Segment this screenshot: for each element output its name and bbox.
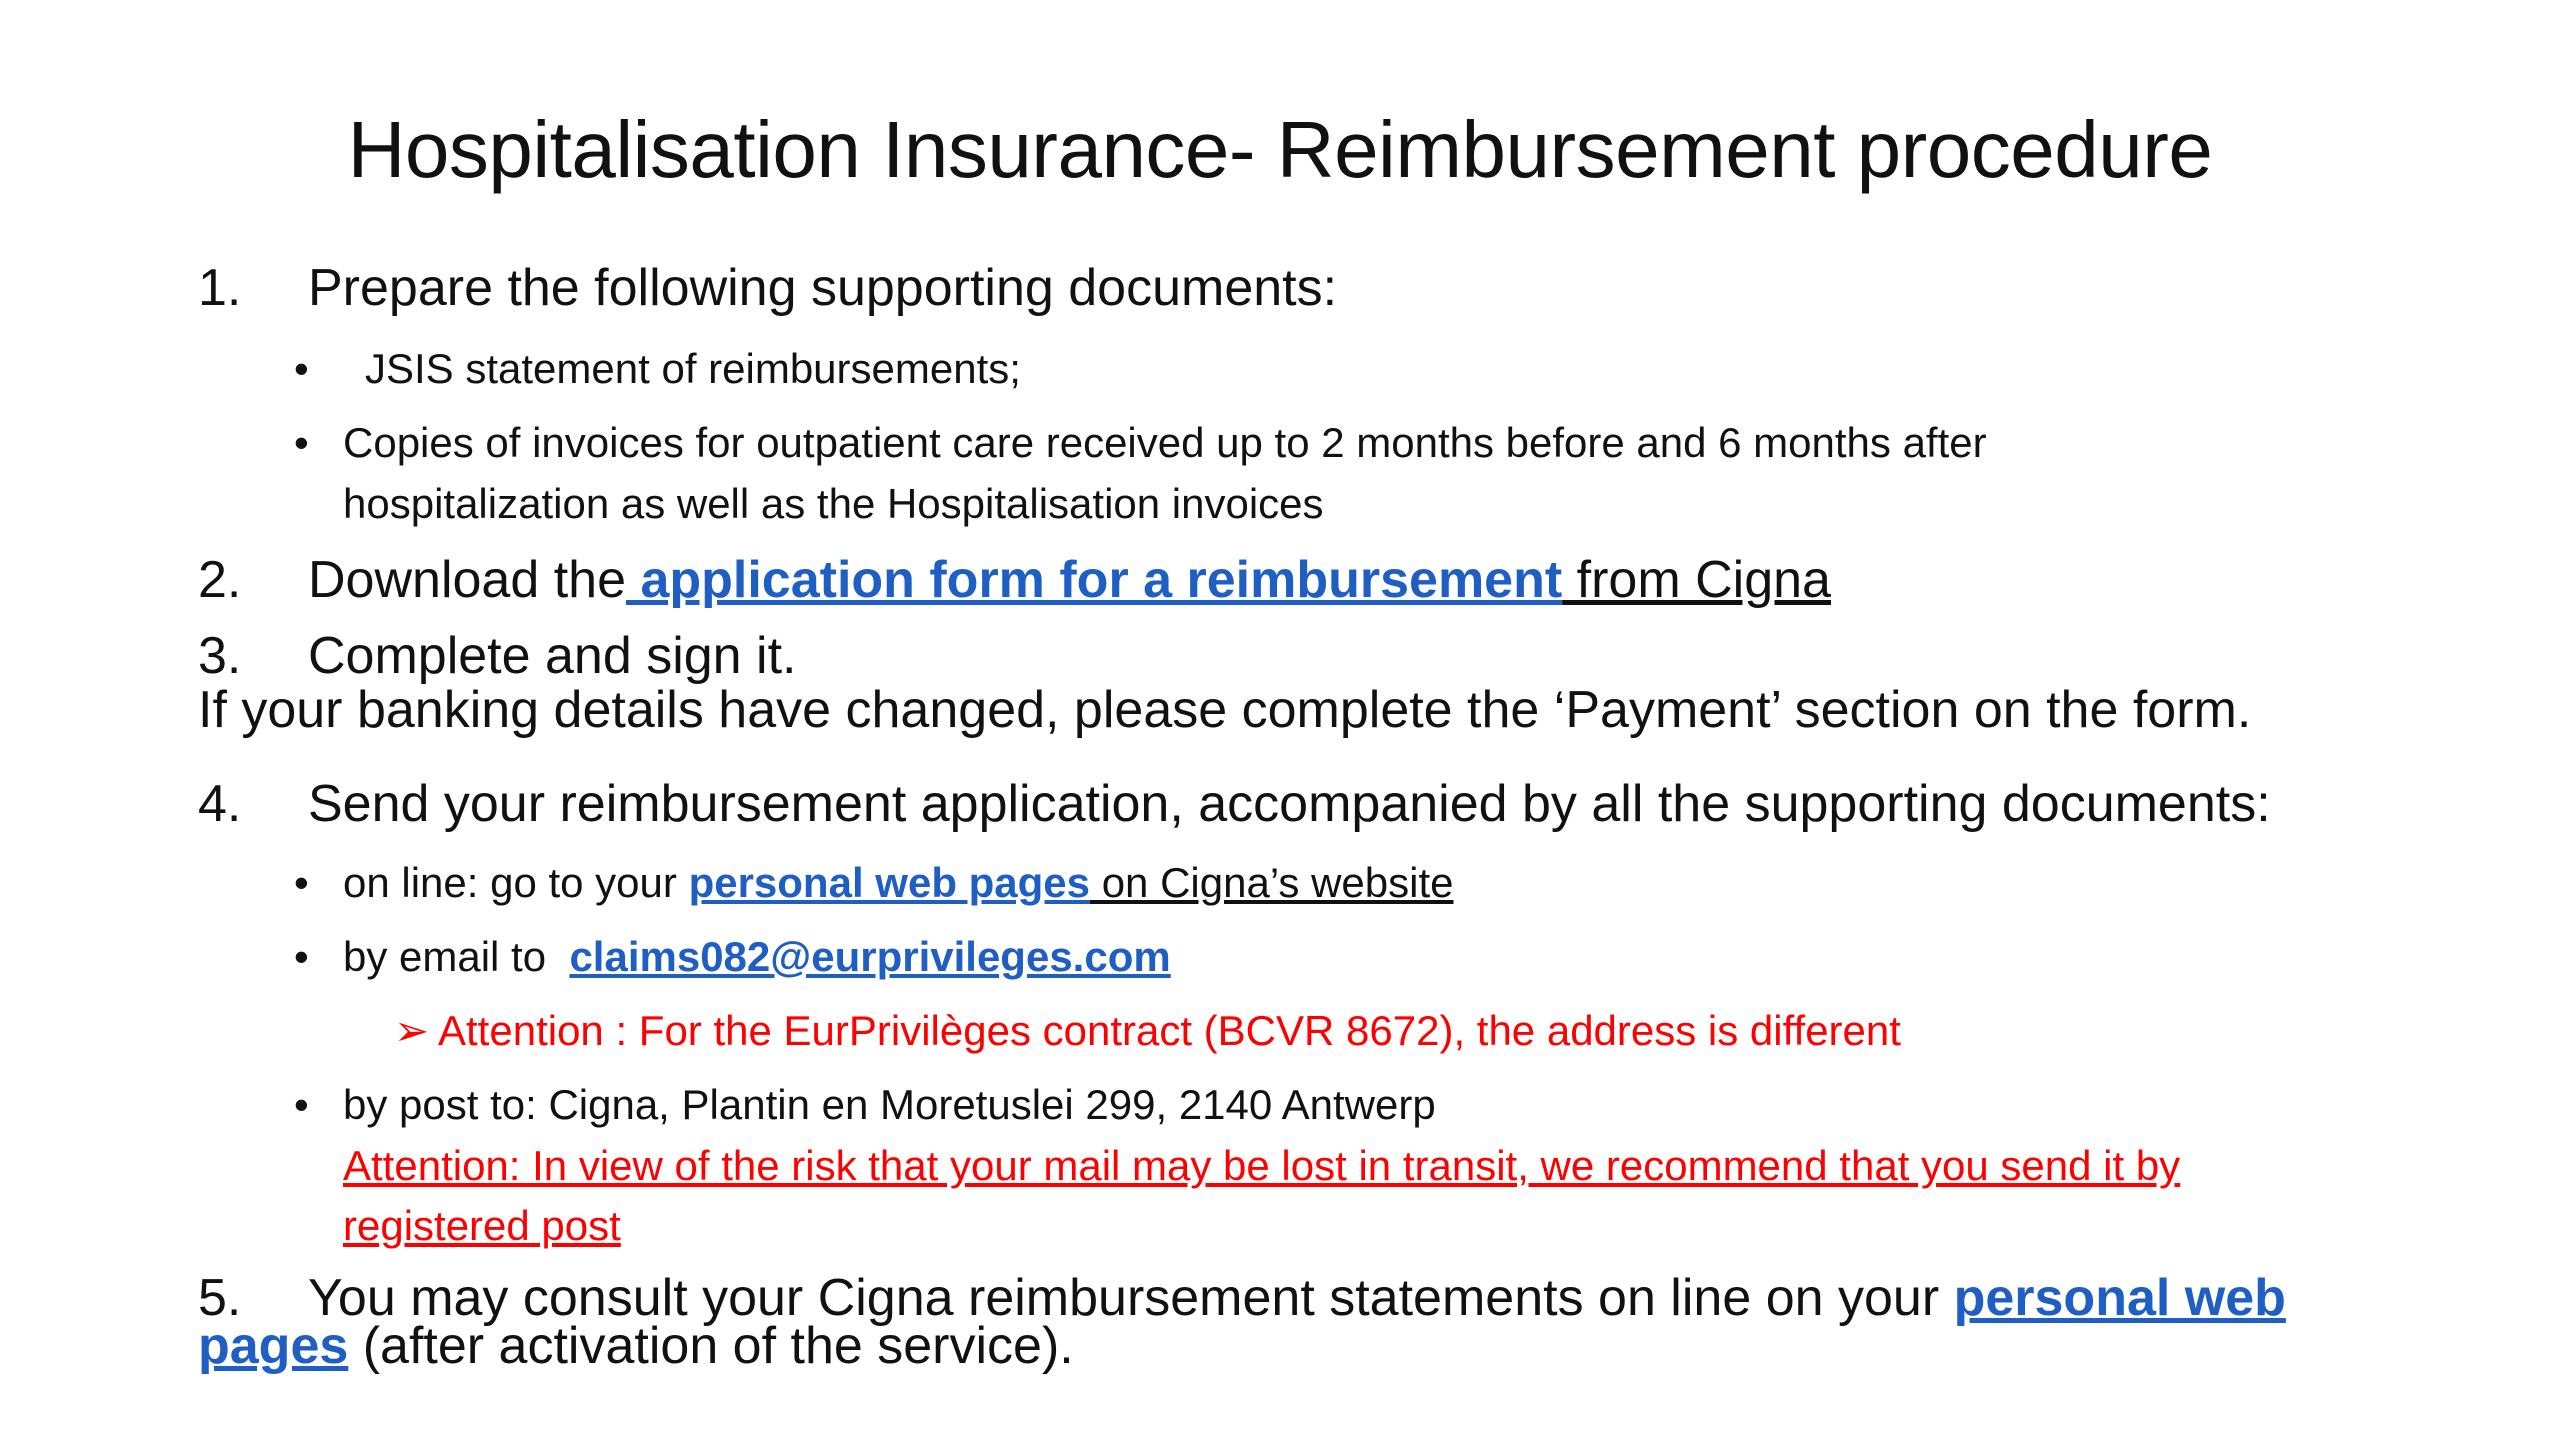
- attention-post-note: [198, 1136, 2418, 1196]
- procedure-body: [198, 260, 2418, 1374]
- bullet-icon: •: [294, 419, 309, 466]
- attention-text: In view of the risk that your mail may be lost in transit, we recommend that you send it by: [520, 1142, 2181, 1189]
- claims-email-link[interactable]: claims082@eurprivileges.com: [569, 933, 1171, 980]
- page-title: Hospitalisation Insurance- Reimbursement procedure: [347, 105, 2213, 194]
- list-item: [198, 412, 2418, 474]
- personal-web-link-part1[interactable]: personal web: [1953, 1269, 2286, 1327]
- bullet-text: Copies of invoices for outpatient care received up to 2 months before and 6 months after: [343, 419, 1987, 466]
- attention-text: registered post: [343, 1202, 621, 1249]
- list-item: [198, 338, 2418, 400]
- step-text: Send your reimbursement application, accompanied by all the supporting documents:: [308, 775, 2271, 833]
- application-form-link[interactable]: application form for a reimbursement: [626, 551, 1563, 609]
- step-number: 2.: [198, 551, 242, 609]
- bullet-icon: •: [294, 1081, 309, 1128]
- step-2: [198, 552, 2418, 608]
- bullet-text: hospitalization as well as the Hospitalisation invoices: [343, 480, 1324, 527]
- bullet-icon: •: [294, 345, 309, 392]
- step-text: Download the: [308, 551, 626, 609]
- step-text: Prepare the following supporting documents:: [308, 259, 1338, 317]
- step-number: 1.: [198, 259, 242, 317]
- attention-post-note-continuation: [198, 1196, 2418, 1256]
- list-item-email: [198, 926, 2418, 988]
- personal-web-link-part2[interactable]: pages: [198, 1317, 349, 1375]
- step-number: 4.: [198, 775, 242, 833]
- arrow-bullet-icon: ➢: [394, 1007, 430, 1054]
- list-item-continuation: [198, 474, 2418, 534]
- attention-email-note: [198, 1000, 2418, 1062]
- step-5: [198, 1270, 2418, 1326]
- bullet-text: on line: go to your: [343, 859, 689, 906]
- step-text-suffix: (after activation of the service).: [348, 1317, 1074, 1375]
- step-number: 5.: [198, 1269, 242, 1327]
- step-4: [198, 776, 2418, 832]
- bullet-icon: •: [294, 859, 309, 906]
- step-1: [198, 260, 2418, 316]
- attention-text: Attention : For the EurPrivilèges contract (BCVR 8672), the address is different: [438, 1007, 1901, 1054]
- bullet-text: by email to: [343, 933, 570, 980]
- bullet-icon: •: [294, 933, 309, 980]
- step-text-suffix: from Cigna: [1562, 551, 1831, 609]
- bullet-text-suffix: on Cigna’s website: [1090, 859, 1454, 906]
- step-1-bullets: [198, 338, 2418, 534]
- step-4-bullets: [198, 852, 2418, 1256]
- list-item-online: [198, 852, 2418, 914]
- list-item-post: [198, 1074, 2418, 1136]
- banking-note: If your banking details have changed, please complete the ‘Payment’ section on the form.: [198, 681, 2252, 739]
- step-text: You may consult your Cigna reimbursement statements on line on your: [308, 1269, 1954, 1327]
- step-text: Complete and sign it.: [308, 627, 797, 685]
- step-number: 3.: [198, 627, 242, 685]
- attention-label: Attention:: [343, 1142, 521, 1189]
- bullet-text: by post to: Cigna, Plantin en Moretuslei 299, 2140 Antwerp: [343, 1081, 1436, 1128]
- personal-web-pages-link[interactable]: personal web pages: [688, 859, 1091, 906]
- bullet-text: JSIS statement of reimbursements;: [365, 345, 1021, 392]
- step-3: [198, 628, 2418, 684]
